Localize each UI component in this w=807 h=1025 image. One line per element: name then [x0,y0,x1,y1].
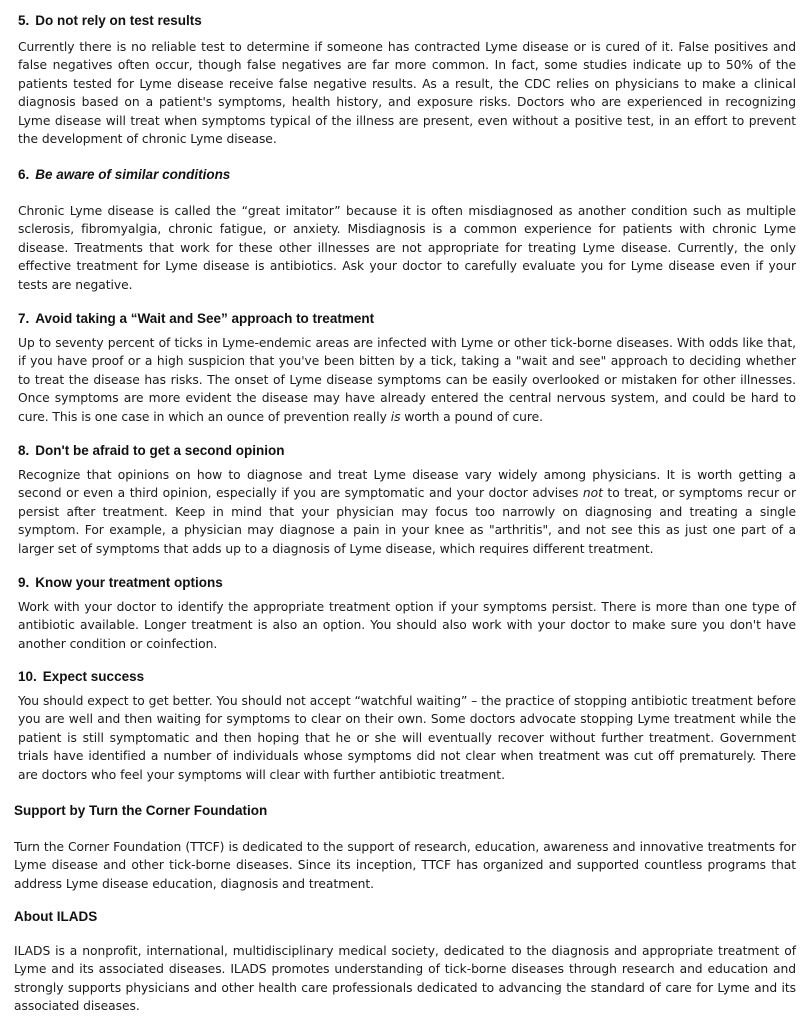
section-number: 6. [18,167,30,182]
section-body-text: Recognize that opinions on how to diagnose and treat Lyme disease vary widely among physicians. It is worth getting a second or even a third opinion, especially if you are symptomatic and your doctor advises [18,468,796,501]
section-heading [18,166,796,184]
section-body-text: worth a pound of cure. [400,409,544,424]
section-title: Expect success [42,669,145,684]
section-number: 8. [18,443,30,458]
section-body: ILADS is a nonprofit, international, multidisciplinary medical society, dedicated to the diagnosis and appropriate treatment of Lyme and its associated diseases. ILADS promotes understanding of tick-borne diseases through research and education and strongly supports physicians and other health care professionals dedicated to advancing the standard of care for Lyme and its associated diseases. [14,944,796,1014]
section-body-emphasis: is [390,409,401,424]
section-6 [18,166,796,294]
section-body: Work with your doctor to identify the appropriate treatment option if your symptoms persist. There is more than one type of antibiotic available. Longer treatment is also an option. You should also work with your doctor to make sure you don't have another condition or coinfection. [18,600,796,651]
section-title: Do not rely on test results [35,13,202,28]
section-title: Support by Turn the Corner Foundation [14,803,268,818]
section-body-text: to treat, or symptoms recur or persist after treatment. Keep in mind that your physician may focus too narrowly on diagnosing and treating a single symptom. For example, a physician may diagnose a pain in your knee as "arthritis", and not see this as just one part of a larger set of symptoms that adds up to a diagnosis of Lyme disease, which requires different treatment. [18,486,796,556]
section-number: 7. [18,311,30,326]
section-heading [14,908,796,926]
section-body-text: Up to seventy percent of ticks in Lyme-endemic areas are infected with Lyme or other tick-borne diseases. With odds like that, if you have proof or a high suspicion that you've been bitten by a tick, taking a "wait and see" approach to deciding whether to treat the disease has risks. The onset of Lyme disease symptoms can be easily overlooked or mistaken for other illnesses. Once symptoms are more evident the disease may have already entered the central nervous system, and could be hard to cure. This is one case in which an ounce of prevention really [18,336,796,424]
section-5 [18,12,796,148]
section-title: Know your treatment options [35,575,223,590]
section-ttcf-support [14,802,796,893]
section-number: 5. [18,13,30,28]
section-heading [14,802,796,820]
section-body: Turn the Corner Foundation (TTCF) is dedicated to the support of research, education, awareness and innovative treatments for Lyme disease and other tick-borne diseases. Since its inception, TTCF has organized and supported countless programs that address Lyme disease education, diagnosis and treatment. [14,840,796,891]
section-heading [18,668,796,686]
section-heading [18,12,796,30]
section-body: Chronic Lyme disease is called the “great imitator” because it is often misdiagnosed as another condition such as multiple sclerosis, fibromyalgia, chronic fatigue, or anxiety. Misdiagnosis is a common experience for patients with chronic Lyme disease. Treatments that work for these other illnesses are not appropriate for treating Lyme disease. Currently, the only effective treatment for Lyme disease is antibiotics. Ask your doctor to carefully evaluate you for Lyme disease even if your tests are negative. [18,204,796,292]
section-number: 9. [18,575,30,590]
section-heading [18,442,796,460]
section-body: You should expect to get better. You should not accept “watchful waiting” – the practice of stopping antibiotic treatment before you are well and then waiting for symptoms to clear on their own. Some doctors advocate stopping Lyme treatment while the patient is still symptomatic and then hoping that he or she will eventually recover without further treatment. Government trials have identified a number of individuals whose symptoms did not clear when treatment was cut off prematurely. There are doctors who feel your symptoms will clear with further antibiotic treatment. [18,694,796,782]
section-10 [18,668,796,784]
section-8 [18,442,796,558]
section-about-ilads [14,908,796,1016]
section-7 [18,310,796,426]
section-body: Currently there is no reliable test to determine if someone has contracted Lyme disease or is cured of it. False positives and false negatives often occur, though false negatives are far more common. In fact, some studies indicate up to 50% of the patients tested for Lyme disease receive false negative results. As a result, the CDC relies on physicians to make a clinical diagnosis based on a patient's symptoms, health history, and exposure risks. Doctors who are experienced in recognizing Lyme disease will treat when symptoms typical of the illness are present, even without a positive test, in an effort to prevent the development of chronic Lyme disease. [18,40,796,147]
section-body [18,334,796,426]
section-number: 10. [18,669,37,684]
section-9 [18,574,796,653]
section-body-emphasis: not [582,486,603,501]
section-title: Don't be afraid to get a second opinion [35,443,285,458]
section-heading [18,310,796,328]
section-heading [18,574,796,592]
section-title: Avoid taking a “Wait and See” approach to treatment [35,311,375,326]
section-body [18,466,796,558]
section-title: Be aware of similar conditions [35,167,231,182]
section-title: About ILADS [14,909,98,924]
